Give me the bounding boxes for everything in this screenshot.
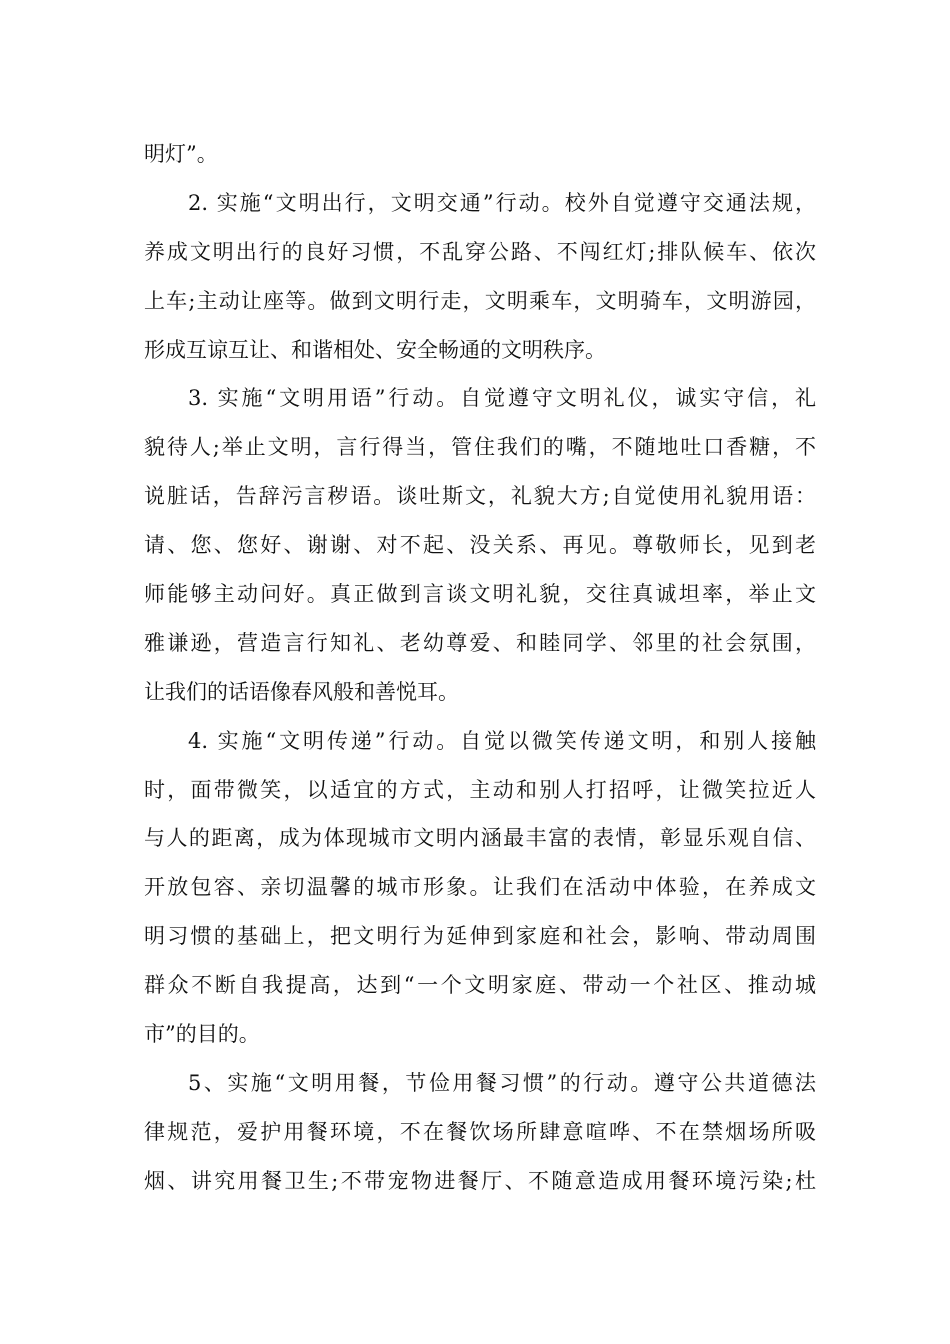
text-line: 群众不断自我提高，达到“一个文明家庭、带动一个社区、推动城: [144, 973, 816, 998]
text-line: 2. 实施“文明出行，文明交通”行动。校外自觉遵守交通法规，: [188, 190, 816, 215]
text-line: 说脏话，告辞污言秽语。谈吐斯文，礼貌大方;自觉使用礼貌用语：: [144, 484, 816, 509]
text-line: 市”的目的。: [144, 1022, 260, 1047]
text-line: 时，面带微笑，以适宜的方式，主动和别人打招呼，让微笑拉近人: [144, 777, 816, 802]
text-line: 明灯”。: [144, 142, 218, 166]
text-line: 开放包容、亲切温馨的城市形象。让我们在活动中体验，在养成文: [144, 875, 816, 900]
text-line: 3. 实施“文明用语”行动。自觉遵守文明礼仪，诚实守信，礼: [188, 386, 816, 411]
text-line: 雅谦逊，营造言行知礼、老幼尊爱、和睦同学、邻里的社会氛围，: [144, 630, 816, 655]
document-body: [144, 130, 816, 1206]
text-line: 烟、讲究用餐卫生;不带宠物进餐厅、不随意造成用餐环境污染;杜: [144, 1168, 816, 1193]
text-line: 5、实施“文明用餐，节俭用餐习惯”的行动。遵守公共道德法: [188, 1070, 816, 1095]
text-line: 师能够主动问好。真正做到言谈文明礼貌，交往真诚坦率，举止文: [144, 582, 816, 607]
text-line: 貌待人;举止文明，言行得当，管住我们的嘴，不随地吐口香糖，不: [144, 435, 816, 460]
text-line: 与人的距离，成为体现城市文明内涵最丰富的表情，彰显乐观自信、: [144, 826, 816, 851]
text-line: 明习惯的基础上，把文明行为延伸到家庭和社会，影响、带动周围: [144, 924, 816, 949]
text-line: 上车;主动让座等。做到文明行走，文明乘车，文明骑车，文明游园，: [144, 288, 816, 313]
text-line: 让我们的话语像春风般和善悦耳。: [144, 679, 459, 704]
text-line: 形成互谅互让、和谐相处、安全畅通的文明秩序。: [144, 337, 606, 362]
text-line: 请、您、您好、谢谢、对不起、没关系、再见。尊敬师长，见到老: [144, 533, 816, 558]
text-line: 律规范，爱护用餐环境，不在餐饮场所肆意喧哗、不在禁烟场所吸: [144, 1119, 816, 1144]
text-line: 4. 实施“文明传递”行动。自觉以微笑传递文明，和别人接触: [188, 728, 816, 753]
text-line: 养成文明出行的良好习惯，不乱穿公路、不闯红灯;排队候车、依次: [144, 239, 816, 264]
